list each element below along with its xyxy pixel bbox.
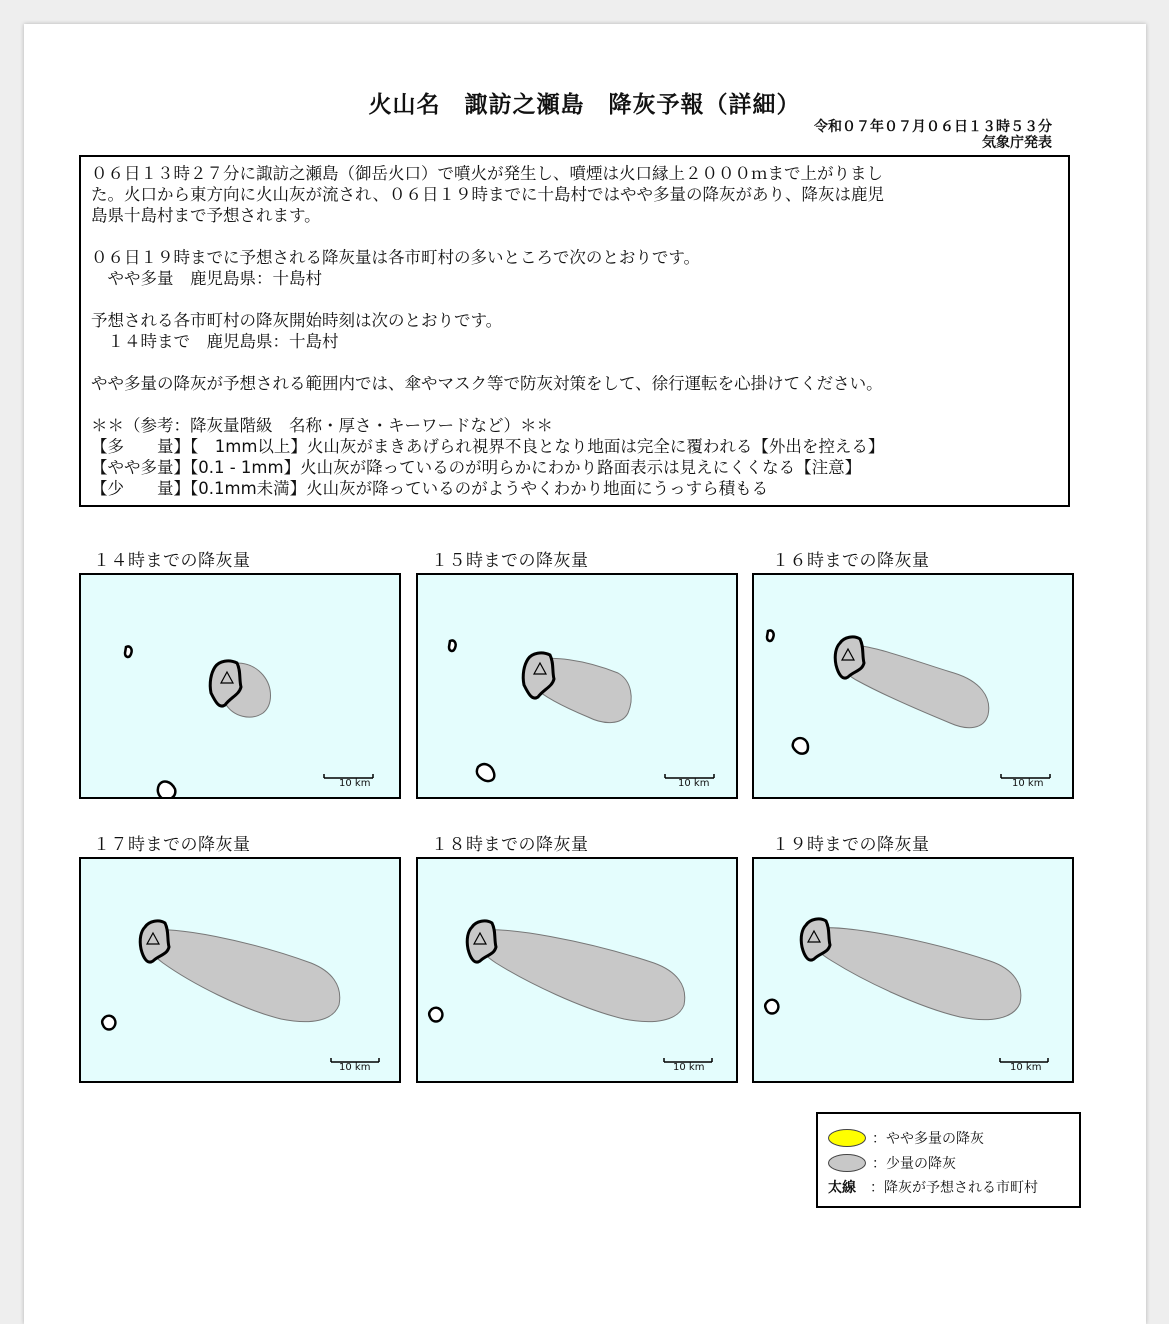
ash-amount-line: やや多量 鹿児島県：十島村: [91, 269, 322, 288]
map-label-15: １５時までの降灰量: [431, 551, 589, 571]
scale-label: 10 km: [673, 1062, 705, 1073]
small-island: [429, 1008, 442, 1022]
legend-row-thick-line: [828, 1177, 1038, 1197]
small-island: [767, 630, 774, 640]
small-island: [125, 646, 132, 656]
scale-label: 10 km: [678, 778, 710, 789]
issue-info: [814, 119, 1052, 151]
ashfall-area: [475, 930, 685, 1022]
ash-map-19: [752, 857, 1074, 1083]
ashfall-area: [145, 930, 339, 1022]
forecast-text-box: [79, 155, 1070, 507]
scale-label: 10 km: [339, 1062, 371, 1073]
map-label-17: １７時までの降灰量: [93, 835, 251, 855]
scale-label: 10 km: [339, 778, 371, 789]
small-island: [102, 1016, 115, 1030]
ash-start-line: 予想される各市町村の降灰開始時刻は次のとおりです。: [91, 311, 503, 330]
legend-thick-line-label: ：降灰が予想される市町村: [870, 1180, 1038, 1196]
reference-row: 【少 量】【0.1mm未満】火山灰が降っているのがようやくわかり地面にうっすら積もる: [91, 479, 769, 498]
eruption-summary-line: 島県十島村まで予想されます。: [91, 206, 321, 225]
ash-map-17: [79, 857, 401, 1083]
map-label-14: １４時までの降灰量: [93, 551, 251, 571]
legend-thick-line-key: 太線: [828, 1180, 856, 1196]
legend-row-light: [828, 1153, 956, 1173]
scale-label: 10 km: [1010, 1062, 1042, 1073]
issuer: 気象庁発表: [982, 135, 1052, 151]
legend-row-moderate: [828, 1128, 984, 1148]
reference-row: 【やや多量】【0.1 - 1mm】火山灰が降っているのが明らかにわかり路面表示は見えにくくなる【注意】: [91, 458, 862, 477]
ash-amount-line: ０６日１９時までに予想される降灰量は各市町村の多いところで次のとおりです。: [91, 248, 701, 267]
small-island: [449, 640, 456, 650]
small-island: [158, 782, 176, 799]
ash-map-18: [416, 857, 738, 1083]
map-legend: [816, 1112, 1081, 1208]
legend-moderate-label: ：やや多量の降灰: [872, 1131, 984, 1147]
advice-line: やや多量の降灰が予想される範囲内では、傘やマスク等で防灰対策をして、徐行運転を心掛けてください。: [91, 374, 883, 393]
small-island: [793, 738, 808, 754]
yellow-swatch-icon: [828, 1129, 866, 1147]
page-title: 火山名 諏訪之瀬島 降灰予報（詳細）: [368, 92, 801, 118]
gray-swatch-icon: [828, 1154, 866, 1172]
map-label-19: １９時までの降灰量: [772, 835, 930, 855]
reference-row: 【多 量】【 1mm以上】火山灰がまきあげられ視界不良となり地面は完全に覆われる【外出を控える】: [91, 437, 885, 456]
ash-start-line: １４時まで 鹿児島県：十島村: [91, 332, 339, 351]
ash-map-16: [752, 573, 1074, 799]
small-island: [765, 1000, 778, 1014]
ashfall-area: [809, 928, 1021, 1020]
legend-light-label: ：少量の降灰: [872, 1156, 956, 1172]
map-label-18: １８時までの降灰量: [431, 835, 589, 855]
eruption-summary-line: ０６日１３時２７分に諏訪之瀬島（御岳火口）で噴火が発生し、噴煙は火口縁上２０００ｍまで上がりまし: [91, 164, 883, 183]
issue-datetime: 令和０７年０７月０６日１３時５３分: [814, 119, 1052, 135]
map-label-16: １６時までの降灰量: [772, 551, 930, 571]
scale-label: 10 km: [1012, 778, 1044, 789]
ash-map-15: [416, 573, 738, 799]
small-island: [477, 764, 495, 781]
ash-map-14: [79, 573, 401, 799]
eruption-summary-line: た。火口から東方向に火山灰が流され、０６日１９時までに十島村ではやや多量の降灰があり、降灰は鹿児: [91, 185, 884, 204]
reference-title: ＊＊（参考：降灰量階級 名称・厚さ・キーワードなど）＊＊: [91, 416, 553, 435]
